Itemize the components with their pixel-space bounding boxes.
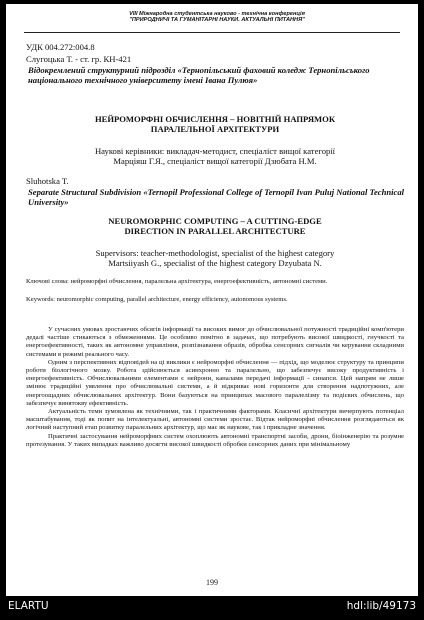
ukr-supervisors-line2: Марціяш Г.Я., спеціаліст вищої категорії Дзюбата Н.М. bbox=[113, 156, 317, 167]
eng-author: Sluhotska T. bbox=[26, 176, 69, 186]
body-paragraph: У сучасних умовах зростаючих обсягів інформації та високих вимог до обчислювальної потужності традиційні комп'ютери дедалі частіше стикаються з обмеженнями. Це особливо помітно в задачах, що потребують високої швидкості, гнучкості та енергоефективності, таких як автономне управління, розпізнавання образів, обробка сенсорних сигналів чи керування складними системами в режимі реального часу. bbox=[26, 326, 404, 358]
ukr-title bbox=[26, 114, 404, 134]
eng-keywords: Keywords: neuromorphic computing, parallel architecture, energy efficiency, autonomous systems. bbox=[26, 296, 288, 303]
eng-title-line1: NEUROMORPHIC COMPUTING – A CUTTING-EDGE bbox=[108, 216, 322, 226]
conference-header-line1: VIII Міжнародна студентська науково - технічна конференція bbox=[129, 11, 305, 17]
ukr-author: Слугоцька Т. - ст. гр. КН-421 bbox=[26, 54, 132, 64]
conference-header-line2: "ПРИРОДНИЧІ ТА ГУМАНІТАРНІ НАУКИ. АКТУАЛЬНІ ПИТАННЯ" bbox=[129, 17, 305, 24]
document-page bbox=[6, 4, 418, 596]
page-number: 199 bbox=[206, 578, 218, 587]
eng-supervisors bbox=[26, 248, 404, 268]
article-body bbox=[26, 326, 404, 449]
body-paragraph: Практичні застосування нейроморфних систем охоплюють автономні транспортні засоби, дрони, біоінженерію та розумне протезування. У таких випадках важливо досягти високої швидкості обробки сенсорних даних при мінімальному bbox=[26, 432, 404, 448]
eng-supervisors-line1: Supervisors: teacher-methodologist, specialist of the highest category bbox=[95, 248, 335, 258]
body-paragraph: Одним з перспективних відповідей на ці виклики є нейроморфні обчислення — підхід, що моделює структуру та принципи роботи біологічного мозку. Робота здійснюється асинхронно та паралельно, що забезпечує високу продуктивність і енергоефективність. Обчислювальними елементами є нейрони, каналами передачі інформації - синапси. Цей напрям не лише змінює традиційні уявлення про обчислювальні системи, а й відкриває нові горизонти для створення надпотужних, але енергоощадних обчислювальних архітектур. Вони базуються на принципах масового паралелізму та подієвих обчислень, що забезпечує винятокву ефективність. bbox=[26, 358, 404, 407]
ukr-supervisors bbox=[26, 146, 404, 166]
eng-affiliation: Separate Structural Subdivision «Ternopil Professional College of Ternopil Ivan Puluj National Technical University» bbox=[28, 187, 405, 208]
ukr-udc: УДК 004.272:004.8 bbox=[26, 42, 95, 52]
eng-title-line2: DIRECTION IN PARALLEL ARCHITECTURE bbox=[124, 226, 306, 237]
ukr-affiliation: Відокремлений структурний підрозділ «Тернопільський фаховий коледж Тернопільського національного технічного університету імені Івана Пулюя» bbox=[28, 65, 370, 86]
repository-footer bbox=[0, 596, 424, 620]
eng-supervisors-line2: Martsiiyash G., specialist of the highest category Dzyubata N. bbox=[108, 258, 322, 269]
eng-title bbox=[26, 216, 404, 236]
ukr-supervisors-line1: Наукові керівники: викладач-методист, спеціаліст вищої категорії bbox=[94, 146, 336, 156]
ukr-title-line2: ПАРАЛЕЛЬНОЇ АРХІТЕКТУРИ bbox=[150, 124, 280, 135]
ukr-keywords: Ключові слова: нейроморфні обчислення, паралельна архітектура, енергоефективність, автономні системи. bbox=[26, 278, 328, 285]
body-paragraph: Актуальність теми зумовлена як технічними, так і практичними факторами. Класичні архітектури вичерпують потенціал масштабування, тоді як попит на інтелектуальні, автономні системи зростає. Відтак нейроморфні обчислення розглядаються як логічний наступний етап розвитку паралельних архітектур, що має як наукове, так і прикладне значення. bbox=[26, 408, 404, 432]
repository-name: ELARTU bbox=[8, 600, 49, 612]
header-divider bbox=[24, 32, 400, 33]
handle-id: hdl:lib/49173 bbox=[346, 600, 416, 612]
ukr-title-line1: НЕЙРОМОРФНІ ОБЧИСЛЕННЯ – НОВІТНІЙ НАПРЯМОК bbox=[94, 114, 336, 124]
conference-header bbox=[36, 11, 398, 24]
